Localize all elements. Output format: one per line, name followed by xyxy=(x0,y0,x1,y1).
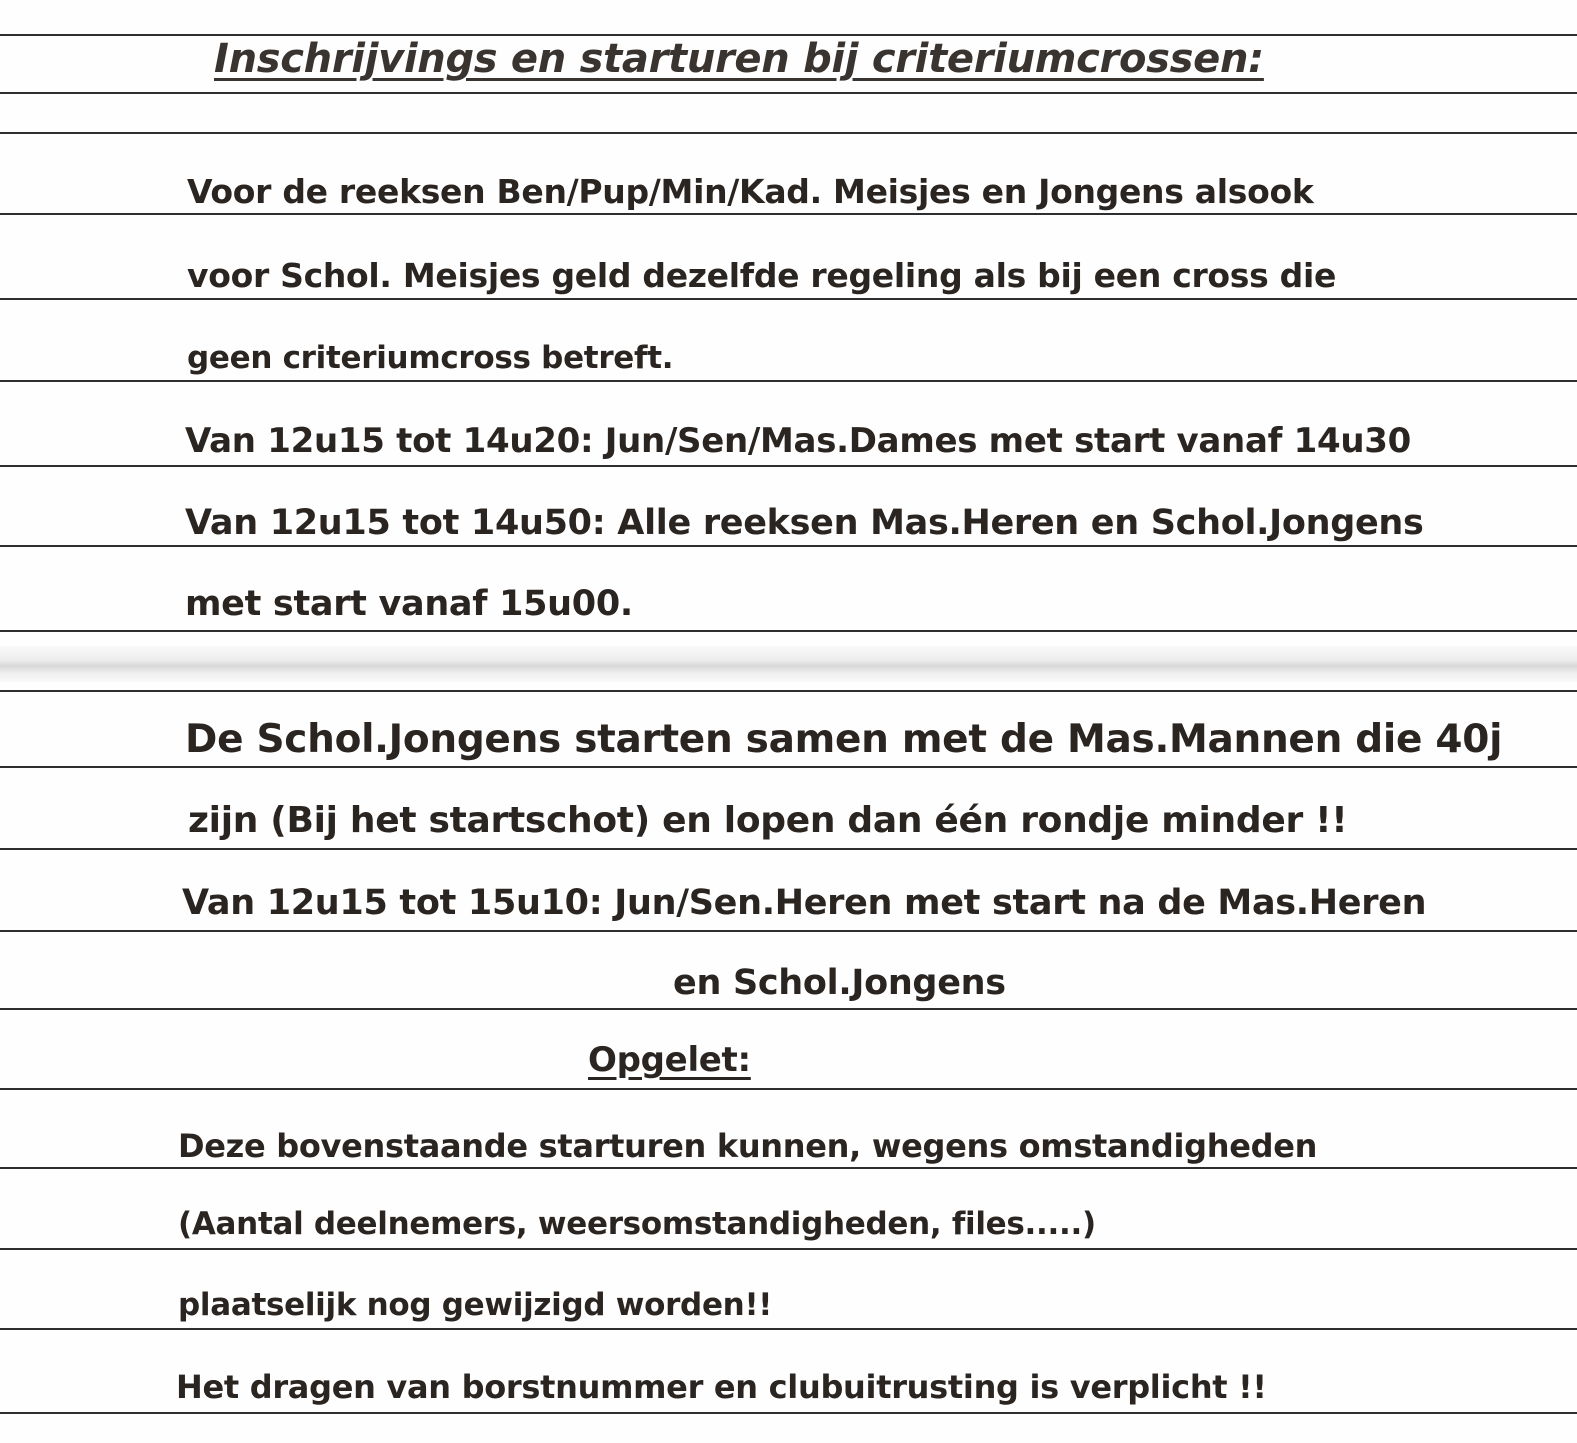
ruled-line xyxy=(0,1167,1577,1169)
paragraph-line: zijn (Bij het startschot) en lopen dan één rondje minder !! xyxy=(188,800,1348,841)
notice-heading: Opgelet: xyxy=(588,1040,751,1080)
schedule-line: met start vanaf 15u00. xyxy=(185,584,633,624)
paragraph-line: De Schol.Jongens starten samen met de Mas.Mannen die 40j xyxy=(185,717,1503,762)
ruled-line xyxy=(0,298,1577,300)
ruled-line xyxy=(0,1328,1577,1330)
ruled-line xyxy=(0,690,1577,692)
schedule-line: en Schol.Jongens xyxy=(673,963,1006,1003)
ruled-line xyxy=(0,545,1577,547)
ruled-line xyxy=(0,766,1577,768)
ruled-line xyxy=(0,630,1577,632)
ruled-line xyxy=(0,92,1577,94)
ruled-line xyxy=(0,930,1577,932)
ruled-line xyxy=(0,1088,1577,1090)
ruled-line xyxy=(0,848,1577,850)
ruled-line xyxy=(0,1412,1577,1414)
notice-line: Deze bovenstaande starturen kunnen, wegens omstandigheden xyxy=(178,1127,1318,1165)
page-fold xyxy=(0,646,1577,682)
ruled-line xyxy=(0,132,1577,134)
schedule-line: Van 12u15 tot 14u20: Jun/Sen/Mas.Dames met start vanaf 14u30 xyxy=(185,421,1411,461)
schedule-line: Van 12u15 tot 14u50: Alle reeksen Mas.Heren en Schol.Jongens xyxy=(185,503,1424,543)
ruled-line xyxy=(0,380,1577,382)
notice-line: plaatselijk nog gewijzigd worden!! xyxy=(178,1287,773,1323)
paragraph-line: Voor de reeksen Ben/Pup/Min/Kad. Meisjes en Jongens alsook xyxy=(187,172,1314,211)
notice-line: (Aantal deelnemers, weersomstandigheden, files.....) xyxy=(178,1206,1096,1242)
ruled-line xyxy=(0,213,1577,215)
notice-line: Het dragen van borstnummer en clubuitrusting is verplicht !! xyxy=(176,1368,1267,1406)
document-title: Inschrijvings en starturen bij criteriumcrossen: xyxy=(214,36,1264,82)
ruled-line xyxy=(0,1008,1577,1010)
paragraph-line: geen criteriumcross betreft. xyxy=(187,340,674,376)
paragraph-line: voor Schol. Meisjes geld dezelfde regeling als bij een cross die xyxy=(187,256,1337,295)
ruled-line xyxy=(0,465,1577,467)
schedule-line: Van 12u15 tot 15u10: Jun/Sen.Heren met start na de Mas.Heren xyxy=(182,883,1427,923)
ruled-line xyxy=(0,1248,1577,1250)
